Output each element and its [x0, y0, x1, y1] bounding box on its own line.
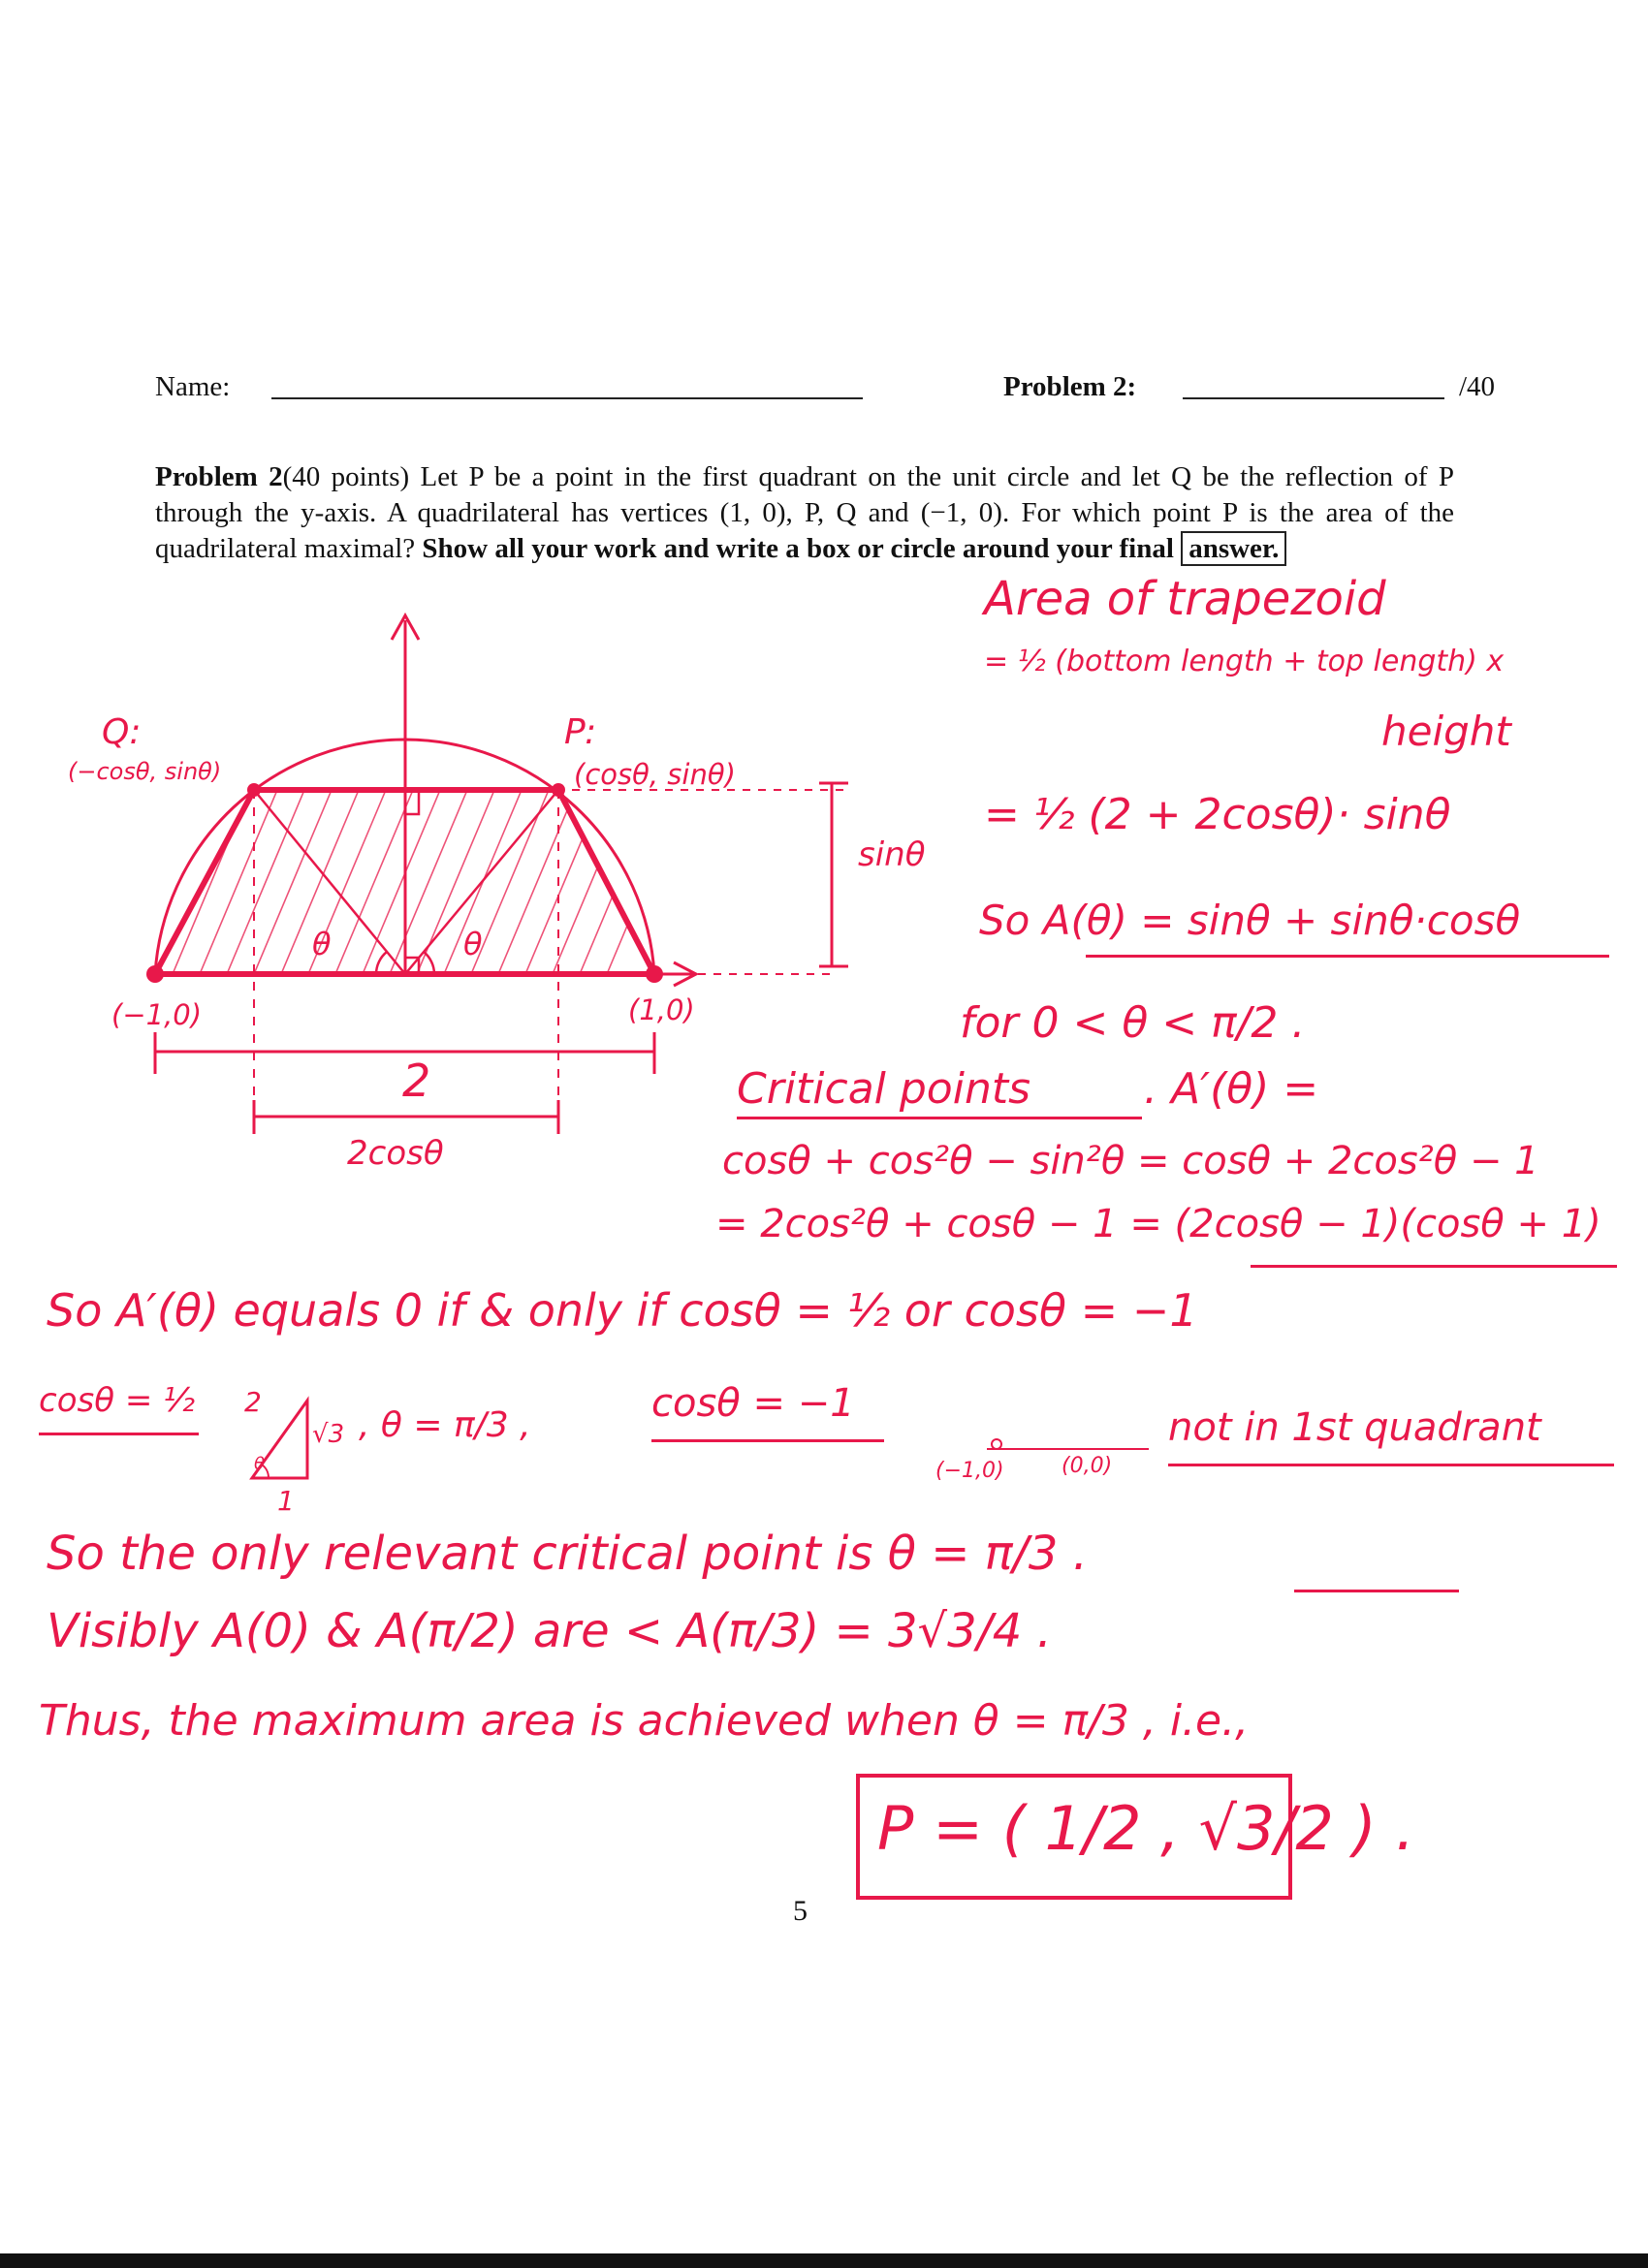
final-answer: P = ( 1/2 , √3/2 ) . [877, 1793, 1415, 1864]
triangle-angle: θ [254, 1454, 266, 1474]
theta-right-label: θ [463, 926, 483, 962]
case-2-origin: (0,0) [1062, 1454, 1113, 1478]
q-label: Q: [102, 712, 142, 752]
problem-instruction: Show all your work and write a box or circle around your final [422, 533, 1174, 564]
top-length-label: 2cosθ [347, 1134, 444, 1173]
case-2: cosθ = −1 [651, 1381, 855, 1426]
theta-left-label: θ [312, 926, 332, 962]
area-function-definition: So A(θ) = sinθ + sinθ·cosθ [979, 897, 1521, 944]
area-title: Area of trapezoid [984, 572, 1386, 626]
underline-not-in-quadrant [1168, 1464, 1614, 1466]
thus-line: Thus, the maximum area is achieved when θ = π/3 , i.e., [39, 1696, 1250, 1746]
only-relevant-line: So the only relevant critical point is θ = π/3 . [47, 1527, 1088, 1581]
vertex-q [247, 783, 261, 797]
vertex-right [646, 965, 663, 983]
right-point-label: (1,0) [628, 993, 695, 1026]
underline-case-2 [651, 1439, 884, 1442]
triangle-hypotenuse: 2 [244, 1386, 262, 1418]
left-point-label: (−1,0) [111, 998, 203, 1031]
underline-factored [1251, 1265, 1617, 1268]
visibly-line: Visibly A(0) & A(π/2) are < A(π/3) = 3√3/4 . [47, 1604, 1052, 1658]
theta-arc-left [376, 952, 387, 974]
formula-height: height [1381, 708, 1511, 755]
case-1-result: , θ = π/3 , [359, 1405, 531, 1445]
page-number: 5 [793, 1895, 808, 1927]
points-total: /40 [1459, 371, 1496, 402]
answer-box-word: answer. [1181, 531, 1286, 566]
height-label: sinθ [858, 835, 926, 874]
name-label: Name: [155, 371, 231, 402]
vertex-left [146, 965, 164, 983]
not-in-quadrant: not in 1st quadrant [1168, 1405, 1541, 1450]
triangle-opposite: √3 [312, 1420, 345, 1449]
problem-points: (40 points) [282, 461, 410, 492]
scan-bottom-edge [0, 2253, 1648, 2268]
underline-area-function [1086, 955, 1609, 958]
problem-number: Problem 2 [155, 461, 283, 492]
base-label: 2 [402, 1055, 431, 1107]
domain-line: for 0 < θ < π/2 . [960, 998, 1306, 1048]
case-1: cosθ = ½ [39, 1381, 196, 1420]
equals-zero-line: So A′(θ) equals 0 if & only if cosθ = ½ or cosθ = −1 [47, 1284, 1198, 1337]
triangle-adjacent: 1 [277, 1485, 295, 1517]
derivative-line-1: cosθ + cos²θ − sin²θ = cosθ + 2cos²θ − 1 [722, 1139, 1539, 1183]
critical-equation: . A′(θ) = [1144, 1064, 1319, 1114]
problem-text: Let P be a point in the first quadrant on the unit circle and let Q be the reflection of P through the y-axis. A quadrilateral has vertices (1, 0), P, Q and (−1, 0). For which point P is the area of the quadrilateral maximal? [155, 461, 1454, 564]
formula-line-2: = ½ (2 + 2cosθ)· sinθ [984, 790, 1451, 839]
p-coords: (cosθ, sinθ) [574, 758, 736, 791]
p-label: P: [564, 712, 597, 752]
underline-theta [1294, 1590, 1459, 1592]
case-2-left-point: (−1,0) [935, 1459, 1004, 1483]
underline-critical [737, 1117, 1142, 1119]
critical-heading: Critical points [737, 1064, 1031, 1114]
vertex-p [552, 783, 565, 797]
formula-line-1: = ½ (bottom length + top length) x [984, 645, 1505, 678]
q-coords: (−cosθ, sinθ) [68, 758, 222, 785]
problem-score-label: Problem 2: [1003, 371, 1137, 402]
underline-case-1 [39, 1433, 199, 1435]
derivative-line-2: = 2cos²θ + cosθ − 1 = (2cosθ − 1)(cosθ + 1) [715, 1202, 1601, 1246]
